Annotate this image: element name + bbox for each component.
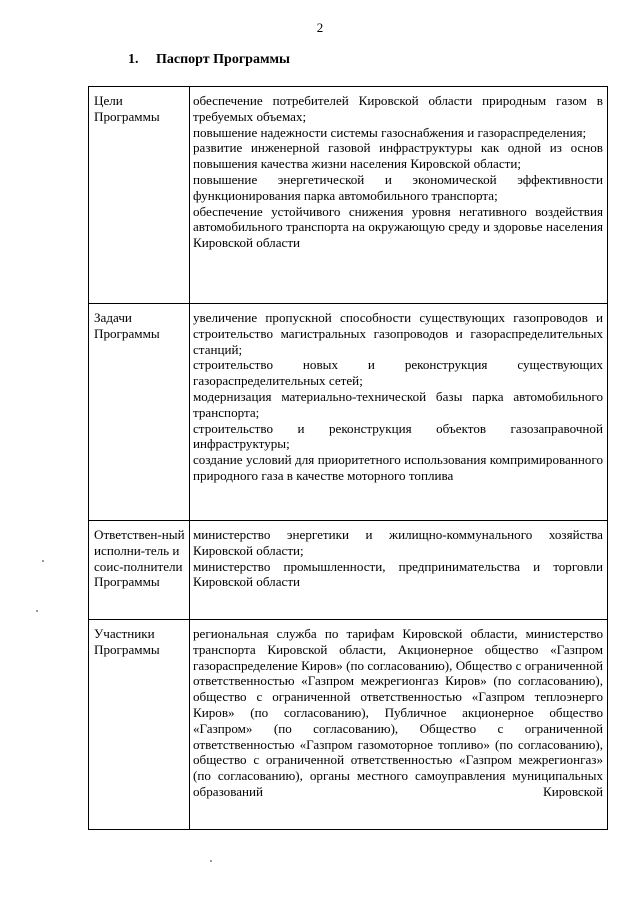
row-content-participants [190,620,608,830]
list-item: увеличение пропускной способности существующих газопроводов и строительство магистральных газопроводов и газораспределительных станций; [193,310,603,357]
scan-speck [42,560,44,562]
list-item: развитие инженерной газовой инфраструктуры как одной из основ повышения качества жизни населения Кировской области; [193,140,603,172]
table-row-participants [89,620,608,830]
row-content-goals [190,87,608,304]
row-label-goals: Цели Программы [89,87,190,304]
section-title: Паспорт Программы [156,52,290,67]
list-item: региональная служба по тарифам Кировской области, министерство транспорта Кировской области, Акционерное общество «Газпром газораспределение Киров» (по согласованию), Общество с ограниченной ответственностью «Газпром межрегионгаз Киров» (по согласованию), общество с ограниченной ответственностью «Газпром теплоэнерго Киров» (по согласованию), Публичное акционерное общество «Газпром» (по согласованию), Общество с ограниченной ответственностью «Газпром газомоторное топливо» (по согласованию), общество с ограниченной ответственностью «Газпром межрегионгаз» (по согласованию), органы местного самоуправления муниципальных образований Кировской [193,626,603,799]
section-heading [128,52,290,68]
list-item: строительство новых и реконструкция существующих газораспределительных сетей; [193,357,603,389]
page-number: 2 [316,20,324,35]
list-item: повышение энергетической и экономической эффективности функционирования парка автомобильного транспорта; [193,171,603,203]
row-label-participants: Участники Программы [89,620,190,830]
table-row-goals [89,87,608,304]
list-item: министерство промышленности, предпринимательства и торговли Кировской области [193,558,603,590]
scan-speck [36,610,38,612]
list-item: повышение надежности системы газоснабжения и газораспределения; [193,124,587,140]
list-item: модернизация материально-технической базы парка автомобильного транспорта; [193,388,603,420]
list-item: министерство энергетики и жилищно-коммунального хозяйства Кировской области; [193,527,603,558]
table-row-tasks [89,304,608,521]
scan-speck [210,860,212,862]
list-item: создание условий для приоритетного использования компримированного природного газа в качестве моторного топлива [193,452,603,483]
row-content-tasks [190,304,608,521]
list-item: обеспечение потребителей Кировской области природным газом в требуемых объемах; [193,93,603,124]
table-row-executors [89,521,608,620]
section-number: 1. [128,52,139,67]
row-label-tasks: Задачи Программы [89,304,190,521]
program-passport-table [88,86,608,830]
list-item: обеспечение устойчивого снижения уровня негативного воздействия автомобильного транспорта на окружающую среду и здоровье населения Кировской области [193,203,603,251]
row-label-executors: Ответствен-ный исполни-тель и соис-полнители Программы [89,521,190,620]
row-content-executors [190,521,608,620]
list-item: строительство и реконструкция объектов газозаправочной инфраструктуры; [193,420,603,452]
